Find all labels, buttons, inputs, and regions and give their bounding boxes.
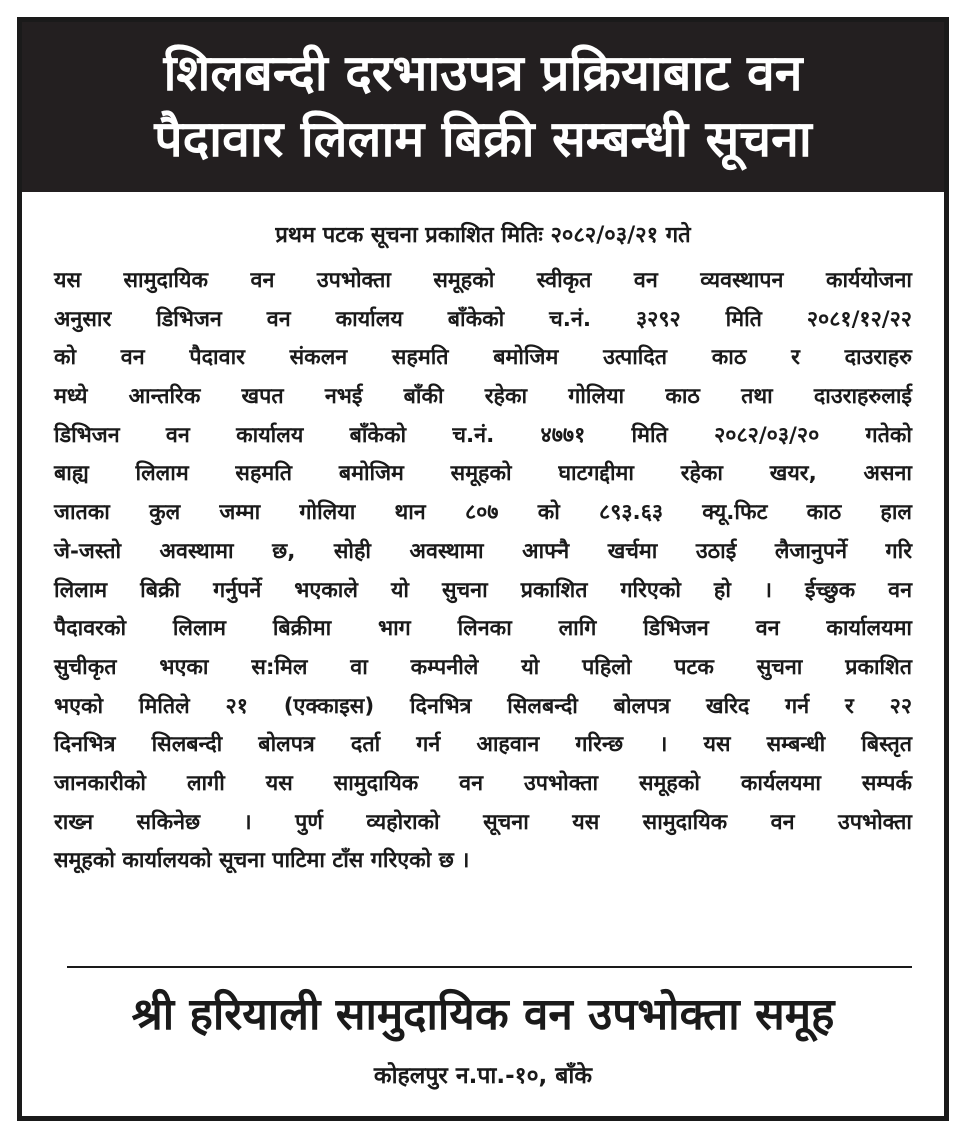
- body-line: दिनभित्र सिलबन्दी बोलपत्र दर्ता गर्न आहवान गरिन्छ । यस सम्बन्धी बिस्तृत: [54, 732, 912, 758]
- body-line: समूहको कार्यालयको सूचना पाटिमा टाँस गरिएको छ ।: [54, 848, 470, 874]
- body-line: राख्न सकिनेछ । पुर्ण व्यहोराको सूचना यस सामुदायिक वन उपभोक्ता: [54, 809, 912, 835]
- organization-address: कोहलपुर न.पा.-१०, बाँके: [373, 1063, 593, 1089]
- body-line: भएको मितिले २१ (एक्काइस) दिनभित्र सिलबन्दी बोलपत्र खरिद गर्न र २२: [54, 693, 912, 719]
- body-line: अनुसार डिभिजन वन कार्यालय बाँकेको च.नं. ३२९२ मिति २०८१/१२/२२: [54, 306, 912, 332]
- publication-date: प्रथम पटक सूचना प्रकाशित मितिः २०८२/०३/२१ गते: [275, 223, 691, 248]
- notice-frame: [17, 17, 949, 1121]
- body-line: पैदावरको लिलाम बिक्रीमा भाग लिनका लागि डिभिजन वन कार्यालयमा: [54, 616, 912, 642]
- body-line: यस सामुदायिक वन उपभोक्ता समूहको स्वीकृत वन व्यवस्थापन कार्ययोजना: [54, 268, 912, 293]
- divider: [67, 966, 912, 968]
- body-line: जे-जस्तो अवस्थामा छ, सोही अवस्थामा आफ्नै खर्चमा उठाई लैजानुपर्ने गरि: [54, 538, 912, 564]
- body-line: जातका कुल जम्मा गोलिया थान ८०७ को ८९३.६३ क्यू.फिट काठ हाल: [54, 500, 912, 526]
- title-line-1: शिलबन्दी दरभाउपत्र प्रक्रियाबाट वन: [163, 44, 803, 102]
- organization-name: श्री हरियाली सामुदायिक वन उपभोक्ता समूह: [131, 989, 835, 1040]
- body-line: डिभिजन वन कार्यालय बाँकेको च.नं. ४७७१ मिति २०८२/०३/२० गतेको: [54, 422, 912, 448]
- body-line: को वन पैदावार संकलन सहमति बमोजिम उत्पादित काठ र दाउराहरु: [54, 345, 912, 371]
- body-line: लिलाम बिक्री गर्नुपर्ने भएकाले यो सुचना प्रकाशित गरिएको हो । ईच्छुक वन: [54, 577, 912, 603]
- body-line: जानकारीको लागी यस सामुदायिक वन उपभोक्ता समूहको कार्यलयमा सम्पर्क: [54, 770, 912, 796]
- notice-header: [22, 22, 944, 192]
- body-line: बाह्य लिलाम सहमति बमोजिम समूहको घाटगद्दीमा रहेका खयर, असना: [54, 461, 912, 487]
- notice-body: [54, 262, 912, 881]
- body-line: सुचीकृत भएका स:मिल वा कम्पनीले यो पहिलो पटक सुचना प्रकाशित: [54, 654, 912, 680]
- body-line: मध्ये आन्तरिक खपत नभई बाँकी रहेका गोलिया काठ तथा दाउराहरुलाई: [54, 384, 912, 410]
- title-line-2: पैदावार लिलाम बिक्री सम्बन्धी सूचना: [154, 110, 812, 168]
